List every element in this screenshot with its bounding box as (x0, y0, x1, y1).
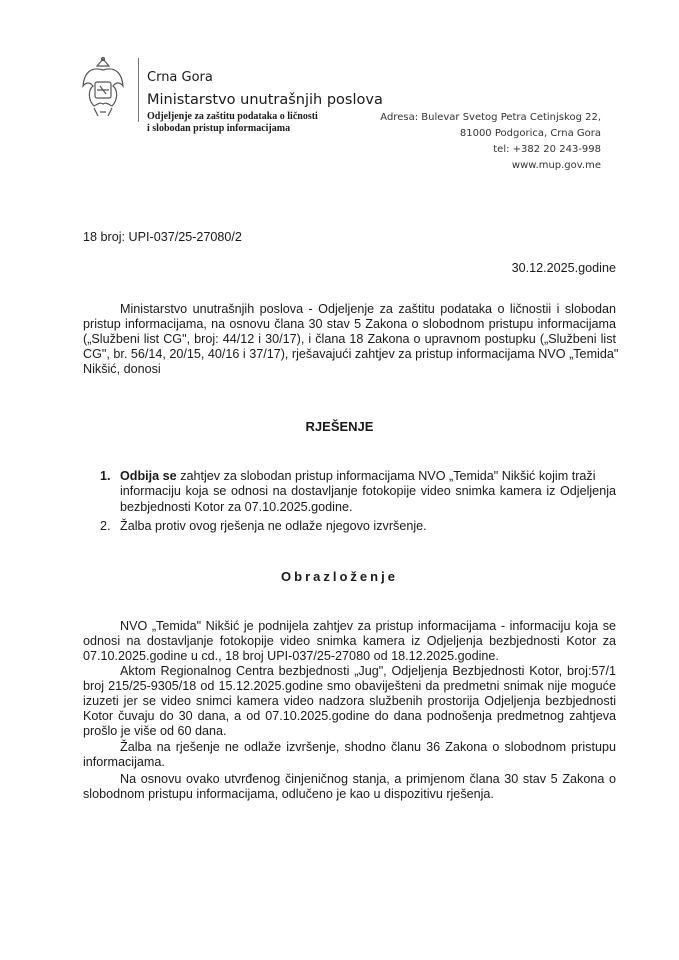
text-line: izuzeti jer se video snimci kamera video nadzora službenih prostorija Odjeljenja bezbjednosti (83, 694, 616, 708)
text-line: Ministarstvo unutrašnjih poslova - Odjeljenje za zaštitu podataka o ličnostii i slobodan (120, 302, 616, 316)
address-line: Adresa: Bulevar Svetog Petra Cetinjskog 22, (380, 112, 601, 123)
text-line: („Službeni list CG", broj: 44/12 i 30/17), i člana 18 Zakona o upravnom postupku („Službeni list (83, 332, 616, 346)
text-line: 07.10.2025.godine u cd., 18 broj UPI-037/25-27080 od 18.12.2025.godine. (83, 649, 499, 663)
coat-of-arms-icon (80, 56, 126, 120)
text-line: CG", br. 56/14, 20/15, 40/16 i 37/17), rješavajući zahtjev za pristup informacijama NVO „Temida" (83, 347, 619, 361)
decision-title: RJEŠENJE (305, 419, 374, 434)
text-line: NVO „Temida" Nikšić je podnijela zahtjev za pristup informacijama - informaciju koja se (120, 619, 616, 633)
list-number: 1. (100, 469, 111, 483)
country-name: Crna Gora (147, 70, 213, 85)
text-line: Na osnovu ovako utvrđenog činjeničnog stanja, a primjenom člana 30 stav 5 Zakona o (120, 772, 616, 786)
list-item-line: bezbjednosti Kotor za 07.10.2025.godine. (120, 500, 353, 514)
department-line: Odjeljenje za zaštitu podataka o ličnosti (147, 111, 318, 122)
list-item-line: informaciju koja se odnosi na dostavljanje fotokopije video snimka kamera iz Odjeljenja (120, 484, 616, 498)
text-line: Aktom Regionalnog Centra bezbjednosti „Jug", Odjeljenja Bezbjednosti Kotor, broj:57/1 (120, 664, 616, 678)
list-item-line: Žalba protiv ovog rješenja ne odlaže njegovo izvršenje. (120, 519, 427, 533)
text-line: pristup informacijama, na osnovu člana 30 stav 5 Zakona o slobodnom pristupu informacijama (83, 317, 616, 331)
text-line: Žalba na rješenje ne odlaže izvršenje, shodno članu 36 Zakona o slobodnom pristupu (120, 740, 616, 754)
text-line: Nikšić, donosi (83, 362, 161, 376)
decision-verdict: Odbija se (120, 469, 177, 483)
text-span: zahtjev za slobodan pristup informacijama NVO „Temida" Nikšić kojim traži (176, 469, 596, 483)
department-line: i slobodan pristup informacijama (147, 123, 291, 134)
reference-number: 18 broj: UPI-037/25-27080/2 (83, 230, 242, 244)
text-line: informacijama. (83, 755, 165, 769)
reasoning-title: Obrazloženje (281, 569, 398, 584)
list-number: 2. (100, 519, 111, 533)
text-line: odnosi na dostavljanje fotokopije video snimka kamera iz Odjeljenja bezbjednosti Kotor za (83, 634, 616, 648)
text-line: Kotor čuvaju do 30 dana, a od 07.10.2025.godine do dana podnošenja predmetnog zahtjeva (83, 709, 616, 723)
address-line: 81000 Podgorica, Crna Gora (459, 128, 601, 139)
text-line: prošlo je više od 60 dana. (83, 724, 227, 738)
ministry-name: Ministarstvo unutrašnjih poslova (147, 92, 383, 108)
text-line: broj 215/25-9305/18 od 15.12.2025.godine smo obaviješteni da predmetni snimak nije moguće (83, 679, 616, 693)
header-divider (138, 58, 139, 122)
text-line: slobodnom pristupu informacijama, odlučeno je kao u dispozitivu rješenja. (83, 787, 494, 801)
document-date: 30.12.2025.godine (511, 261, 616, 275)
phone: tel: +382 20 243-998 (493, 144, 601, 155)
website[interactable]: www.mup.gov.me (511, 160, 601, 171)
list-item-line (120, 469, 596, 484)
